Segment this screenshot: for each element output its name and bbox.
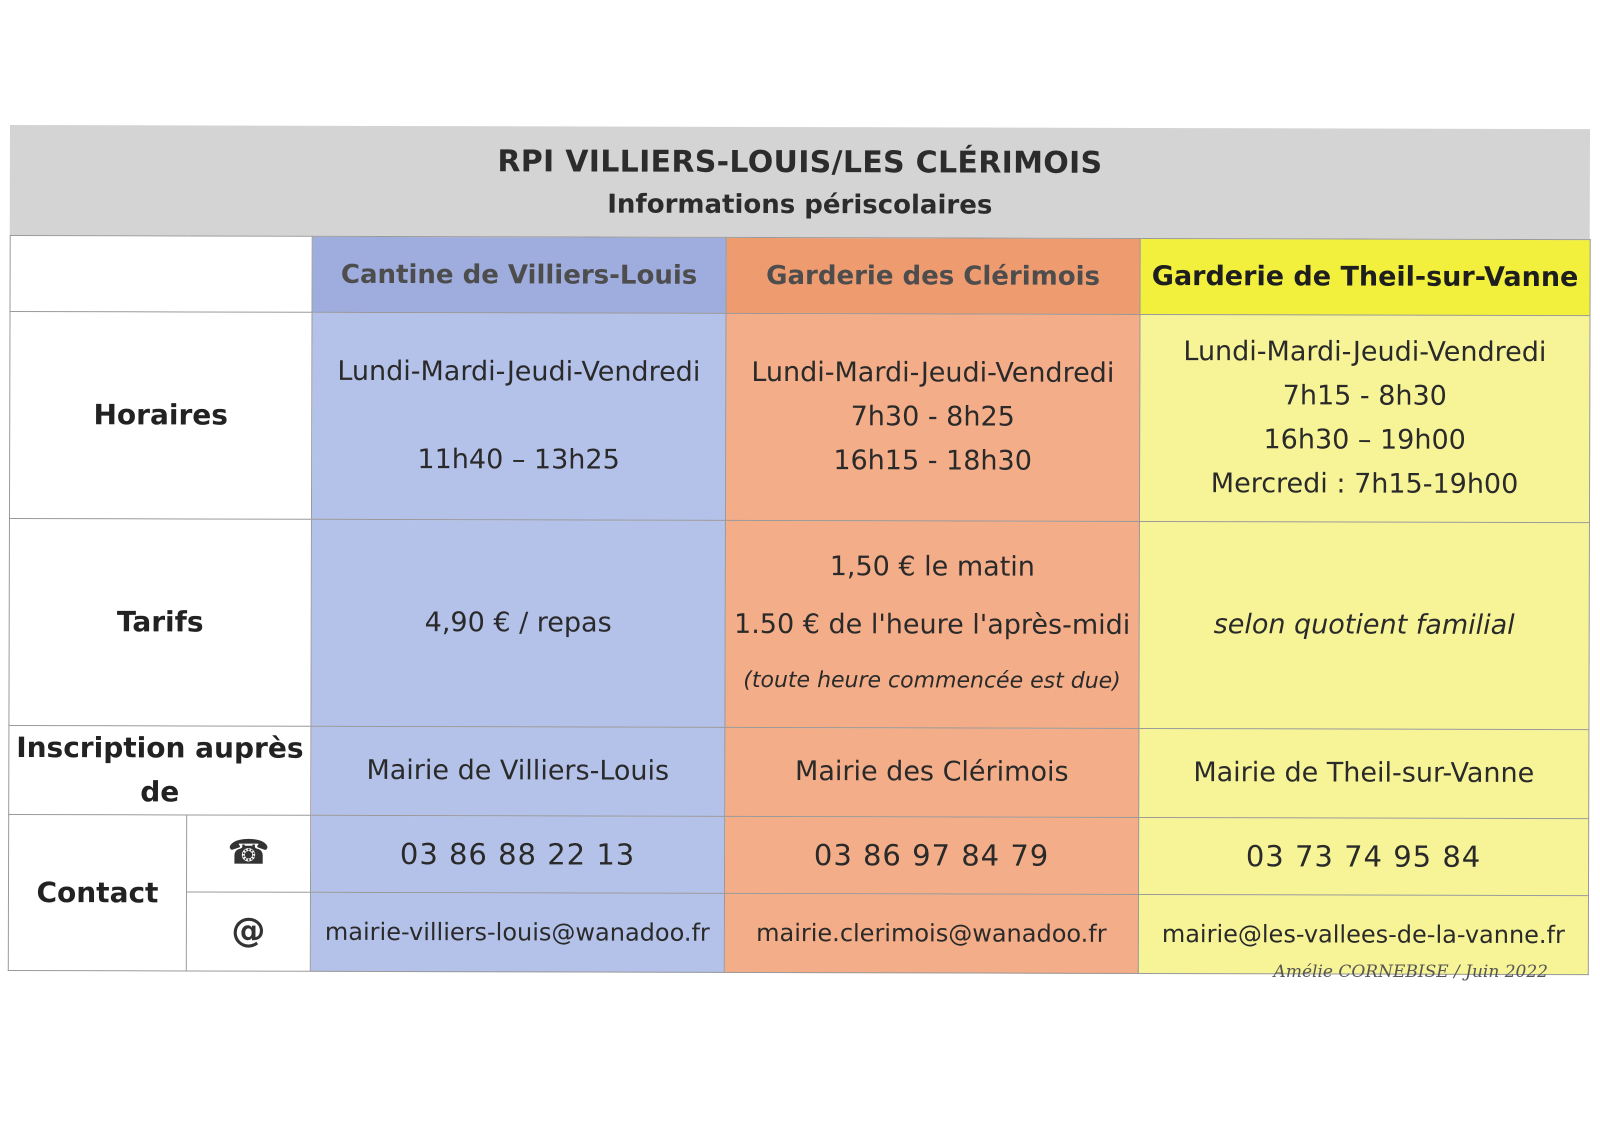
cell-text: 16h30 – 19h00 [1263, 424, 1466, 456]
email-icon-cell [186, 892, 310, 971]
spacer [312, 394, 725, 439]
header-row [10, 236, 1590, 316]
author-credit: Amélie CORNEBISE / Juin 2022 [1273, 962, 1548, 982]
table-row-contact-phone [8, 814, 1588, 895]
table-row-horaires [9, 312, 1590, 523]
phone-icon-cell [186, 815, 310, 892]
document-sheet [8, 125, 1590, 975]
cell-text: 7h15 - 8h30 [1282, 380, 1447, 412]
column-header-clerimois: Garderie des Clérimois [726, 237, 1140, 314]
cell-email-theil: mairie@les-vallees-de-la-vanne.fr [1138, 894, 1588, 974]
cell-tarifs-cantine: 4,90 € / repas [311, 519, 726, 727]
cell-horaires-theil [1139, 314, 1590, 522]
cell-text: 1.50 € de l'heure l'après-midi [734, 608, 1131, 641]
email-at-icon: @ [231, 910, 266, 951]
row-label-contact: Contact [8, 814, 186, 970]
table-row-inscription [9, 725, 1589, 818]
cell-email-clerimois: mairie.clerimois@wanadoo.fr [724, 893, 1138, 973]
cell-text: 1,50 € le matin [829, 551, 1035, 583]
cell-text: Lundi-Mardi-Jeudi-Vendredi [337, 355, 701, 388]
info-table [8, 235, 1591, 975]
telephone-icon: ☎ [227, 832, 270, 873]
cell-tarifs-clerimois [725, 520, 1140, 728]
cell-text: 11h40 – 13h25 [417, 444, 620, 476]
document-title: RPI VILLIERS-LOUIS/LES CLÉRIMOIS [497, 143, 1103, 181]
cell-note: (toute heure commencée est due) [743, 667, 1121, 694]
cell-inscription-cantine: Mairie de Villiers-Louis [311, 726, 725, 816]
cell-text: 16h15 - 18h30 [833, 445, 1032, 477]
column-header-cantine: Cantine de Villiers-Louis [312, 236, 726, 313]
cell-text: Lundi-Mardi-Jeudi-Vendredi [751, 356, 1115, 389]
cell-phone-clerimois: 03 86 97 84 79 [724, 816, 1138, 894]
cell-tarifs-theil: selon quotient familial [1139, 521, 1590, 729]
empty-corner-cell [10, 236, 312, 313]
cell-email-cantine: mairie-villiers-louis@wanadoo.fr [310, 892, 724, 972]
table-row-tarifs [9, 518, 1590, 729]
cell-inscription-theil: Mairie de Theil-sur-Vanne [1139, 728, 1589, 818]
row-label-tarifs: Tarifs [9, 518, 312, 726]
document-subtitle: Informations périscolaires [607, 189, 993, 221]
cell-inscription-clerimois: Mairie des Clérimois [725, 727, 1139, 817]
column-header-theil: Garderie de Theil-sur-Vanne [1140, 238, 1590, 315]
title-banner [10, 125, 1590, 239]
row-label-inscription: Inscription auprès de [9, 725, 311, 815]
cell-text: Mercredi : 7h15-19h00 [1210, 468, 1519, 500]
cell-horaires-cantine [311, 312, 726, 520]
cell-text: Lundi-Mardi-Jeudi-Vendredi [1183, 336, 1547, 369]
cell-text: 7h30 - 8h25 [850, 401, 1015, 433]
cell-phone-theil: 03 73 74 95 84 [1138, 817, 1588, 895]
cell-phone-cantine: 03 86 88 22 13 [310, 815, 724, 893]
cell-horaires-clerimois [725, 313, 1140, 521]
row-label-horaires: Horaires [9, 312, 312, 520]
